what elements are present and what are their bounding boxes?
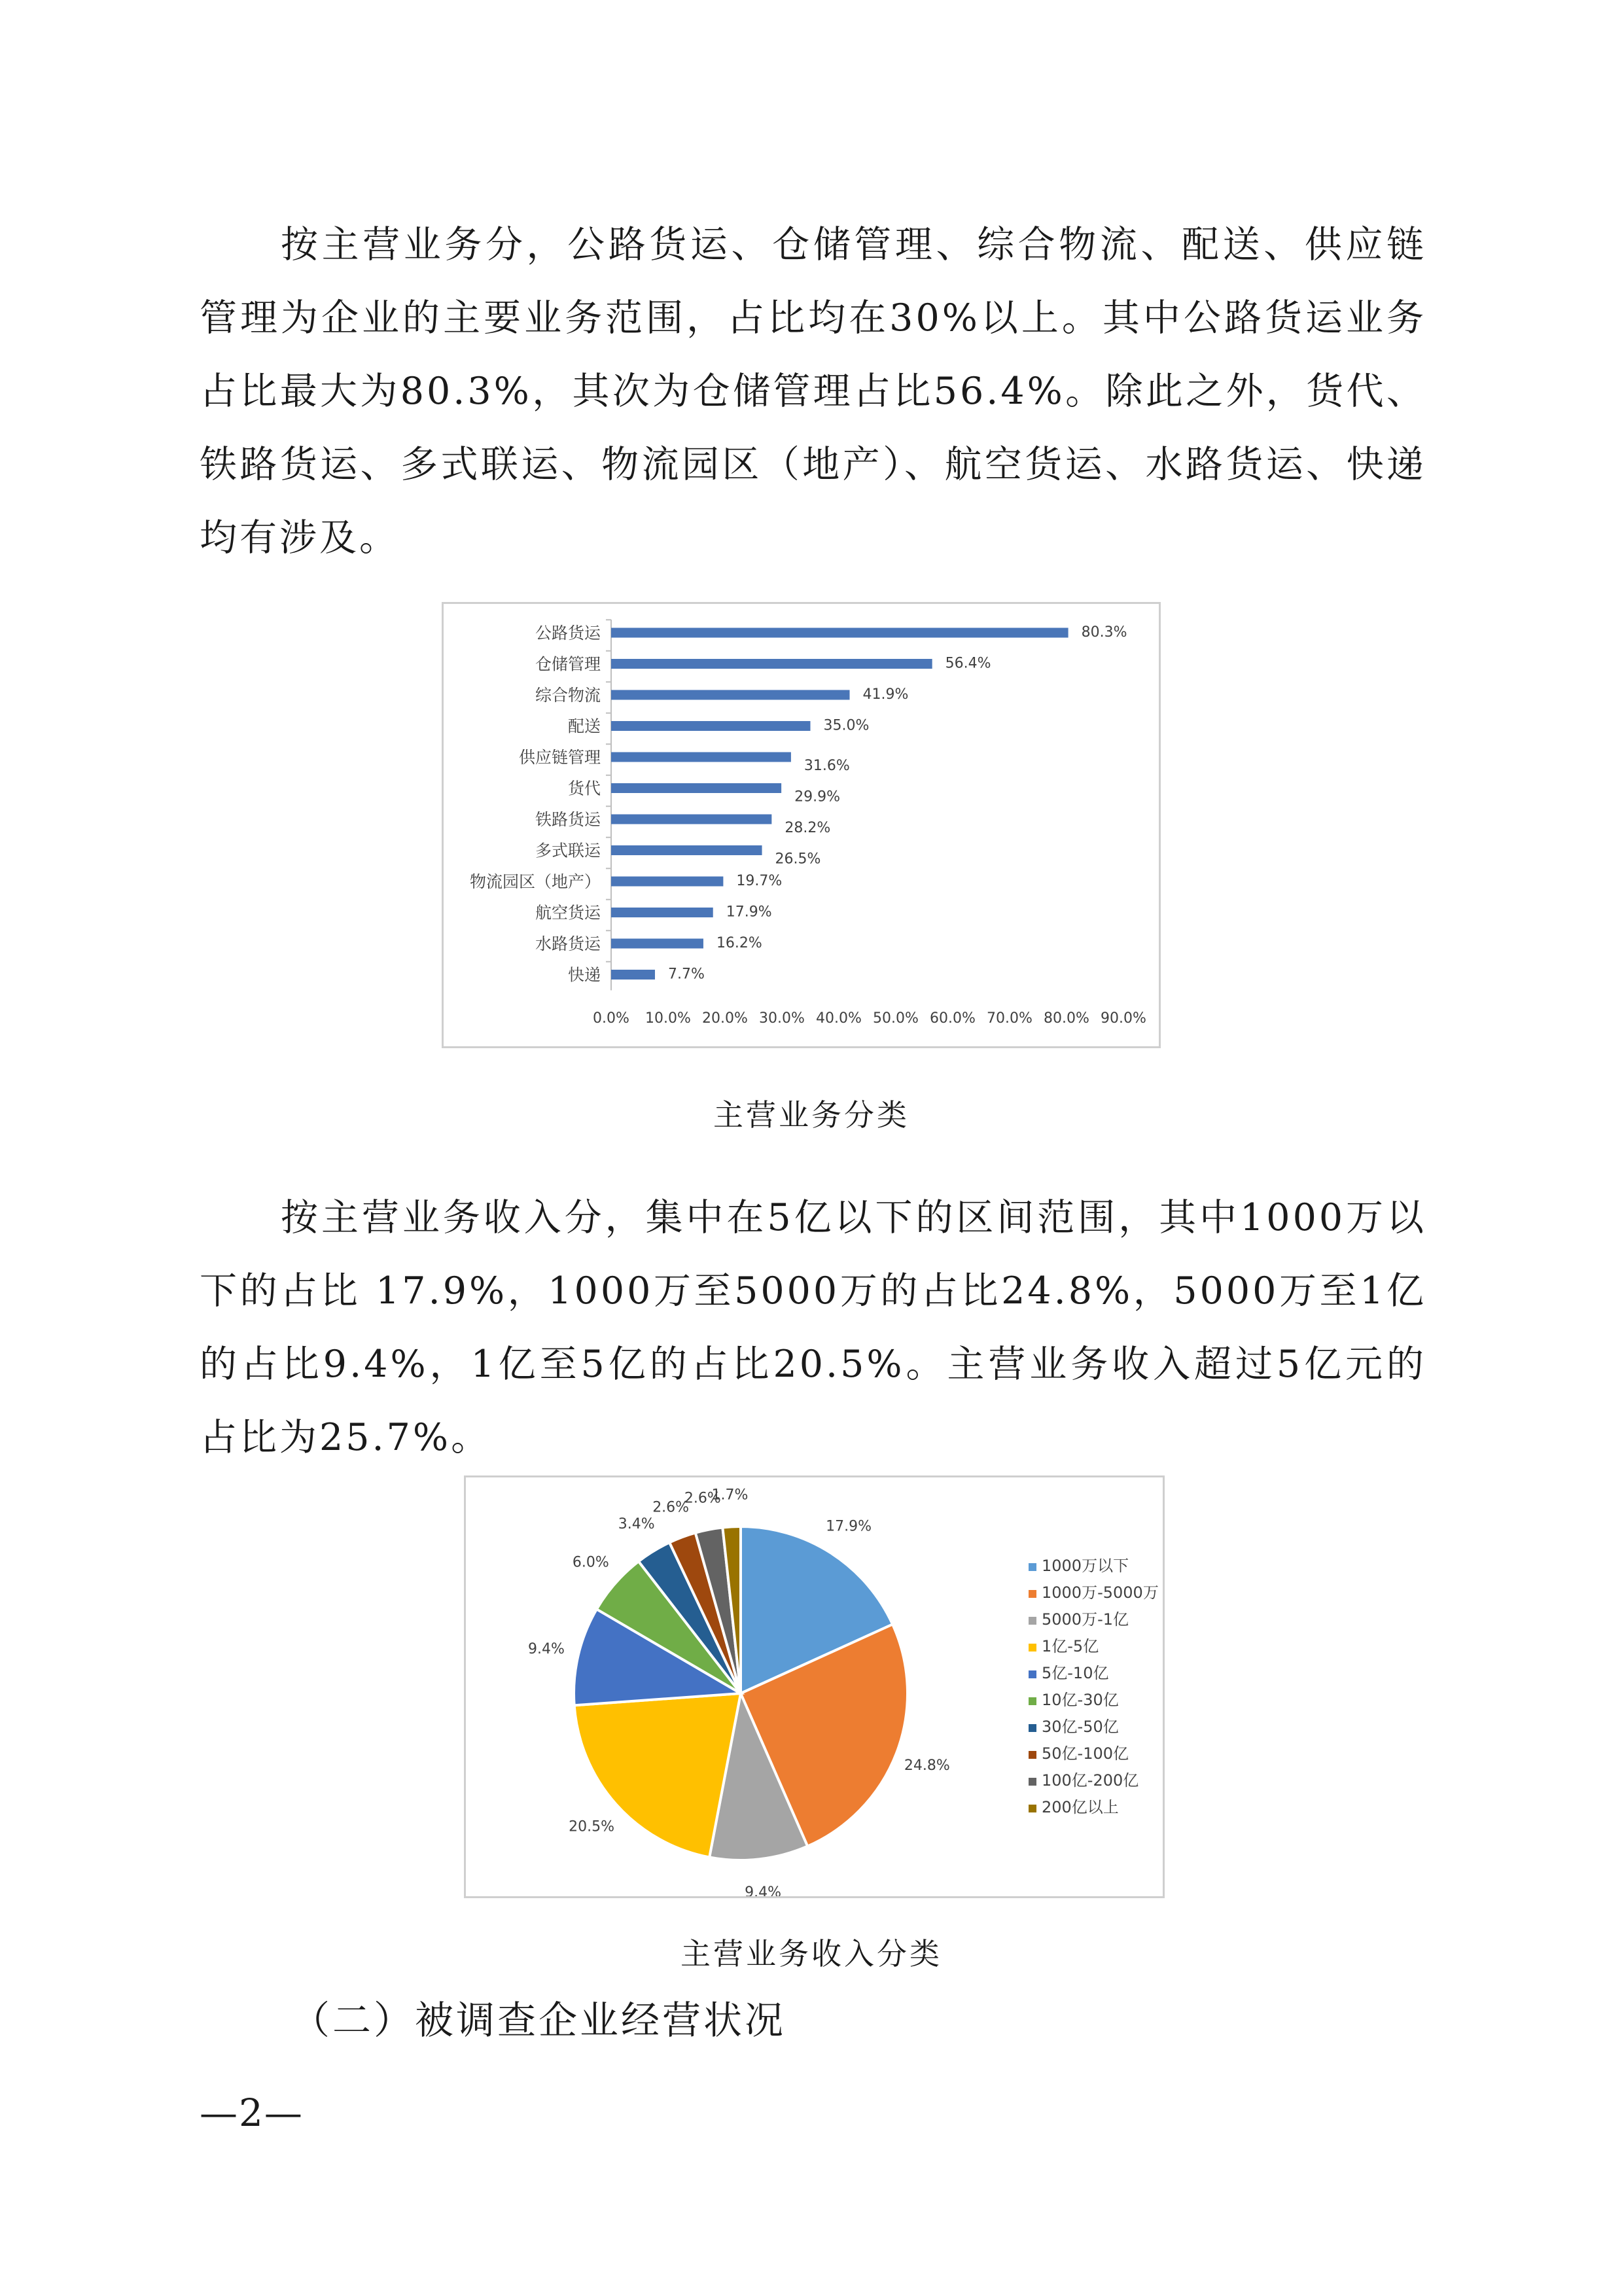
- legend-swatch: [1029, 1751, 1036, 1759]
- bar-data-label: 29.9%: [794, 788, 841, 805]
- bar: [611, 815, 771, 824]
- pie-data-label: 20.5%: [569, 1818, 615, 1835]
- bar-data-label: 41.9%: [862, 686, 909, 703]
- bar: [611, 877, 723, 887]
- bar-x-tick-label: 0.0%: [593, 1010, 629, 1027]
- paragraph-revenue: 按主营业务收入分，集中在5亿以下的区间范围，其中1000万以下的占比 17.9%，1000万至5000万的占比24.8%，5000万至1亿的占比9.4%，1亿至5亿的占比20.5%。主营业务收入超过5亿元的占比为25.7%。: [200, 1196, 1426, 1459]
- bar-data-label: 19.7%: [736, 873, 783, 889]
- bar-x-tick-label: 50.0%: [873, 1010, 919, 1027]
- bar-category-label: 货代: [567, 779, 601, 798]
- bar-x-tick-label: 70.0%: [987, 1010, 1033, 1027]
- bar-data-label: 35.0%: [823, 717, 870, 734]
- bar-x-tick-label: 40.0%: [816, 1010, 862, 1027]
- caption-pie-chart: 主营业务收入分类: [680, 1936, 942, 1971]
- caption-bar-chart: 主营业务分类: [713, 1097, 909, 1133]
- bar-x-tick-label: 10.0%: [645, 1010, 691, 1027]
- bar-chart-figure: [442, 602, 1161, 1048]
- bar-category-label: 铁路货运: [535, 810, 601, 829]
- legend-label: 50亿-100亿: [1042, 1744, 1129, 1763]
- bar: [611, 628, 1068, 638]
- paragraph-main-business: 按主营业务分，公路货运、仓储管理、综合物流、配送、供应链管理为企业的主要业务范围，占比均在30%以上。其中公路货运业务占比最大为80.3%，其次为仓储管理占比56.4%。除此之外，货代、铁路货运、多式联运、物流园区（地产）、航空货运、水路货运、快递均有涉及。: [200, 223, 1426, 559]
- bar: [611, 970, 655, 980]
- bar-x-tick-label: 60.0%: [930, 1010, 976, 1027]
- pie-data-label: 24.8%: [904, 1757, 950, 1775]
- pie-data-label: 9.4%: [527, 1640, 565, 1657]
- bar-data-label: 17.9%: [726, 904, 772, 921]
- pie-data-label: 17.9%: [826, 1518, 872, 1535]
- bar-x-tick-label: 20.0%: [702, 1010, 748, 1027]
- bar-chart: [444, 604, 1159, 1046]
- pie-data-label: 1.7%: [711, 1487, 749, 1504]
- legend-label: 10亿-30亿: [1042, 1691, 1119, 1709]
- bar-x-tick-label: 90.0%: [1101, 1010, 1146, 1027]
- legend-label: 1000万以下: [1042, 1557, 1129, 1575]
- legend-swatch: [1029, 1563, 1036, 1571]
- legend-label: 200亿以上: [1042, 1798, 1119, 1816]
- legend-label: 1亿-5亿: [1042, 1637, 1099, 1655]
- legend-swatch: [1029, 1778, 1036, 1786]
- legend-swatch: [1029, 1590, 1036, 1598]
- bar-category-label: 多式联运: [535, 841, 601, 860]
- bar: [611, 659, 932, 669]
- bar-data-label: 56.4%: [945, 655, 991, 672]
- bar-data-label: 26.5%: [775, 851, 821, 868]
- bar-category-label: 公路货运: [535, 624, 601, 643]
- bar: [611, 690, 850, 700]
- bar-data-label: 80.3%: [1081, 624, 1127, 641]
- bar-category-label: 快递: [567, 965, 601, 985]
- bar-data-label: 28.2%: [785, 820, 831, 836]
- bar-category-label: 物流园区（地产）: [469, 872, 601, 891]
- bar-category-label: 航空货运: [535, 903, 601, 923]
- legend-label: 1000万-5000万: [1042, 1583, 1159, 1602]
- bar-category-label: 水路货运: [535, 934, 601, 953]
- bar: [611, 845, 762, 855]
- bar-data-label: 31.6%: [803, 758, 850, 774]
- bar-category-label: 配送: [567, 716, 601, 736]
- bar: [611, 783, 781, 793]
- pie-data-label: 9.4%: [745, 1884, 781, 1896]
- bar-category-label: 综合物流: [535, 686, 601, 705]
- bar-category-label: 仓储管理: [535, 654, 601, 674]
- legend-swatch: [1029, 1805, 1036, 1812]
- legend-label: 5000万-1亿: [1042, 1610, 1129, 1629]
- bar: [611, 721, 811, 731]
- page-number: —2—: [200, 2091, 304, 2135]
- pie-data-label: 2.6%: [684, 1490, 721, 1507]
- bar-x-tick-label: 80.0%: [1044, 1010, 1089, 1027]
- legend-swatch: [1029, 1724, 1036, 1732]
- bar: [611, 939, 703, 949]
- legend-label: 30亿-50亿: [1042, 1718, 1119, 1736]
- pie-data-label: 6.0%: [572, 1554, 609, 1571]
- bar-category-label: 供应链管理: [518, 748, 601, 767]
- pie-chart: [466, 1477, 1163, 1896]
- legend-label: 5亿-10亿: [1042, 1664, 1109, 1682]
- legend-swatch: [1029, 1644, 1036, 1651]
- pie-data-label: 2.6%: [652, 1499, 690, 1516]
- pie-data-label: 3.4%: [618, 1515, 655, 1532]
- bar: [611, 908, 713, 917]
- bar-data-label: 7.7%: [667, 966, 705, 983]
- bar-x-tick-label: 30.0%: [759, 1010, 805, 1027]
- legend-label: 100亿-200亿: [1042, 1771, 1139, 1790]
- bar-data-label: 16.2%: [716, 935, 762, 951]
- bar: [611, 752, 791, 762]
- legend-swatch: [1029, 1670, 1036, 1678]
- legend-swatch: [1029, 1617, 1036, 1625]
- legend-swatch: [1029, 1697, 1036, 1705]
- pie-chart-figure: [464, 1475, 1165, 1898]
- section-subheading: （二）被调查企业经营状况: [291, 1998, 786, 2043]
